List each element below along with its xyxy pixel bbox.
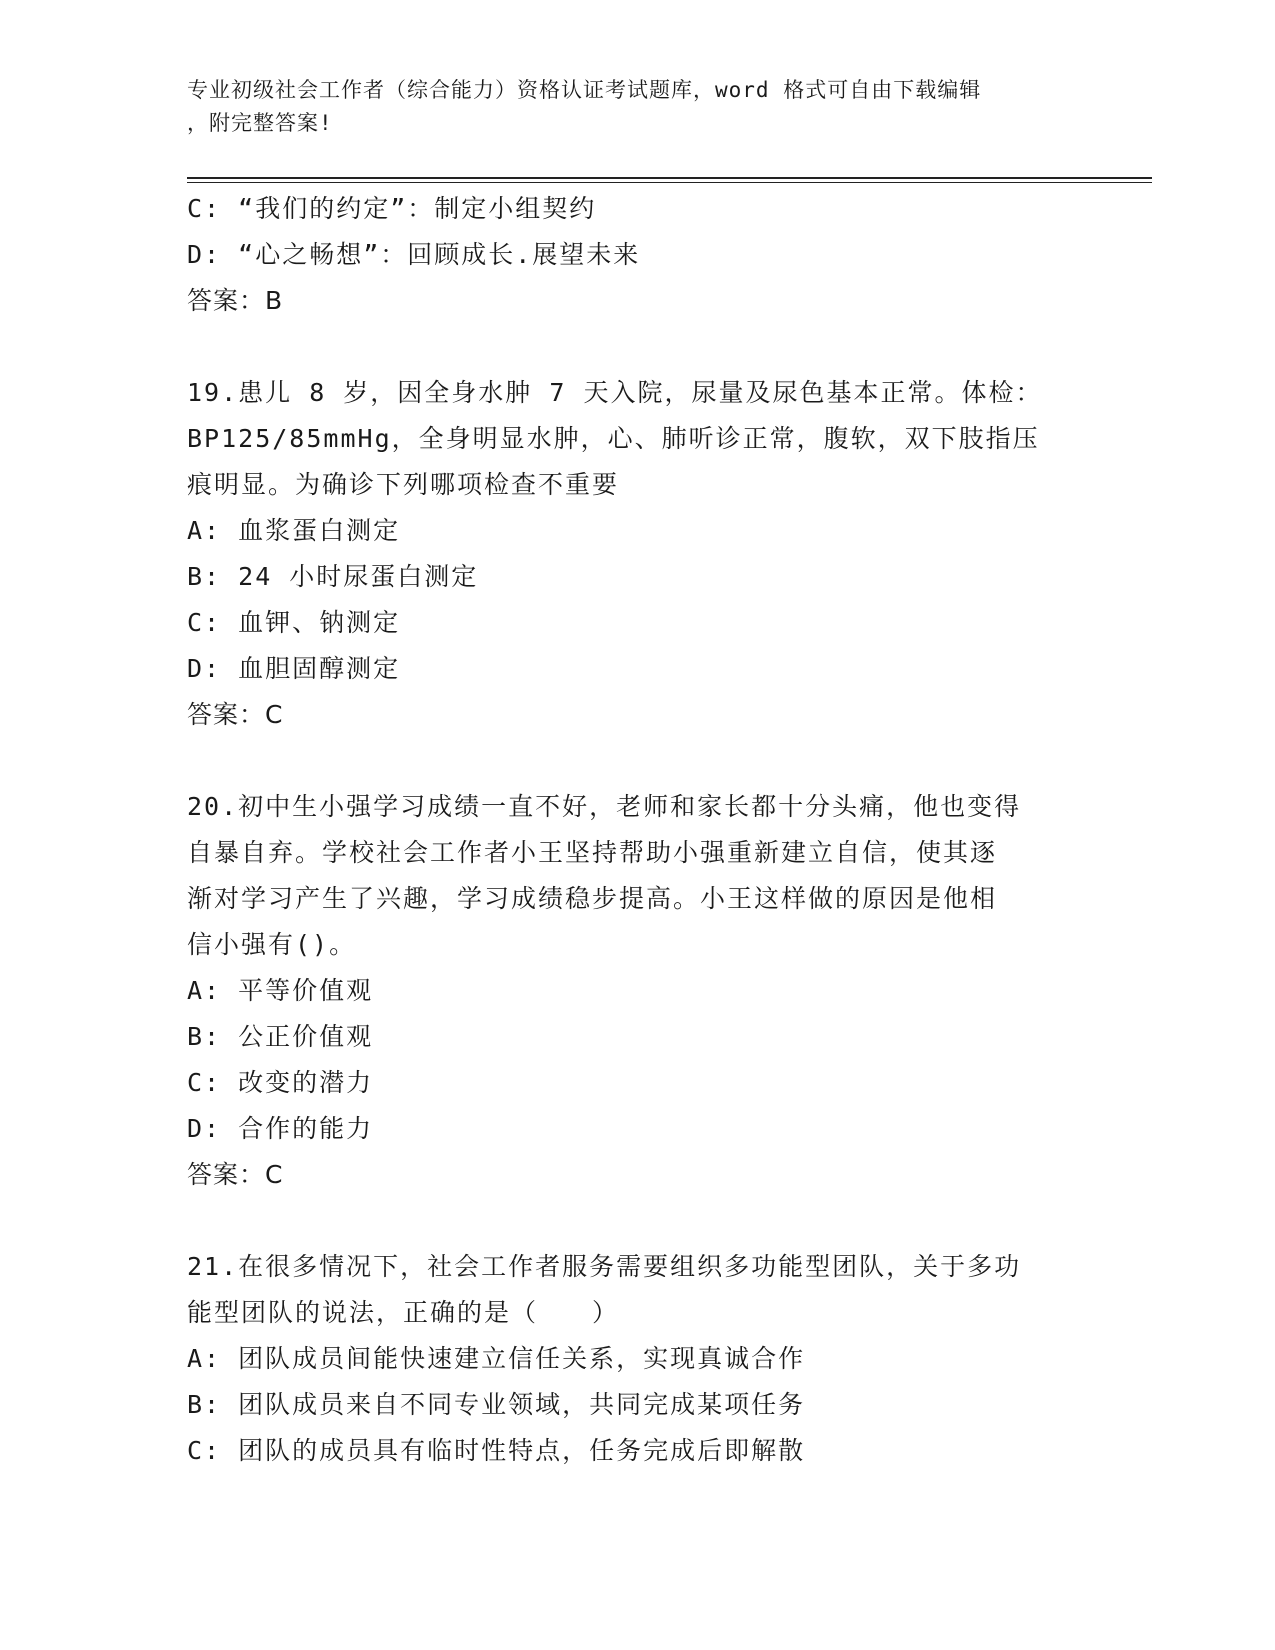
question-block [187,370,1087,738]
question-stem-line: 19.患儿 8 岁，因全身水肿 7 天入院，尿量及尿色基本正常。体检： [187,378,1043,407]
option-line: C: 血钾、钠测定 [187,608,401,637]
question-stem-line: 信小强有()。 [187,930,357,959]
option-line: B: 团队成员来自不同专业领域，共同完成某项任务 [187,1390,806,1419]
question-block [187,1244,1087,1474]
answer-line: 答案：B [187,286,284,315]
answer-line: 答案：C [187,700,284,729]
question-stem-line: 自暴自弃。学校社会工作者小王坚持帮助小强重新建立自信，使其逐 [187,838,998,867]
spacer [187,738,1087,784]
question-stem-line: 能型团队的说法，正确的是（ ） [187,1298,620,1327]
option-line: C: “我们的约定”：制定小组契约 [187,194,597,223]
document-header [187,74,1087,140]
header-line-2: ，附完整答案! [187,111,333,135]
spacer [187,324,1087,370]
prev-question-block [187,186,1087,324]
spacer [187,1198,1087,1244]
header-divider-thin [187,182,1152,183]
question-stem-line: BP125/85mmHg，全身明显水肿，心、肺听诊正常，腹软，双下肢指压 [187,424,1040,453]
question-block [187,784,1087,1198]
question-list [187,186,1087,1474]
option-line: C: 改变的潜力 [187,1068,374,1097]
option-line: A: 团队成员间能快速建立信任关系，实现真诚合作 [187,1344,806,1373]
option-line: B: 公正价值观 [187,1022,374,1051]
header-divider-thick [187,177,1152,179]
option-line: D: 血胆固醇测定 [187,654,401,683]
option-line: B: 24 小时尿蛋白测定 [187,562,479,591]
option-line: C: 团队的成员具有临时性特点，任务完成后即解散 [187,1436,806,1465]
answer-line: 答案：C [187,1160,284,1189]
question-stem-line: 渐对学习产生了兴趣，学习成绩稳步提高。小王这样做的原因是他相 [187,884,998,913]
question-stem-line: 21.在很多情况下，社会工作者服务需要组织多功能型团队，关于多功 [187,1252,1022,1281]
option-line: D: “心之畅想”：回顾成长.展望未来 [187,240,641,269]
option-line: A: 血浆蛋白测定 [187,516,401,545]
option-line: D: 合作的能力 [187,1114,374,1143]
option-line: A: 平等价值观 [187,976,374,1005]
header-line-1: 专业初级社会工作者（综合能力）资格认证考试题库，word 格式可自由下载编辑 [187,78,982,102]
question-stem-line: 20.初中生小强学习成绩一直不好，老师和家长都十分头痛，他也变得 [187,792,1022,821]
question-stem-line: 痕明显。为确诊下列哪项检查不重要 [187,470,620,499]
